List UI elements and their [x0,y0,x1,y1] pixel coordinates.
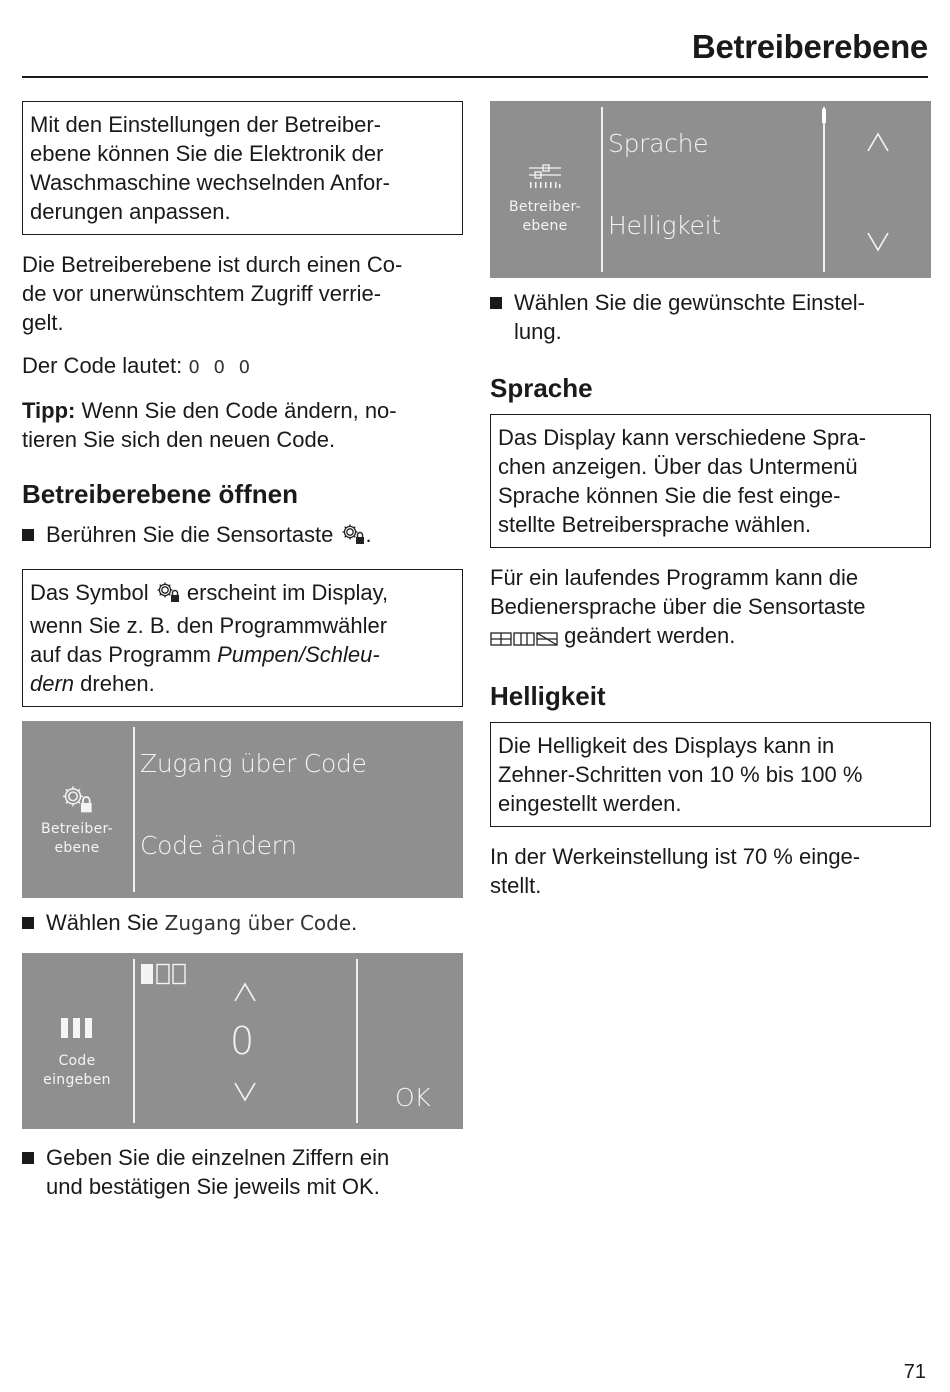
gear-lock-icon [57,783,97,820]
scrollbar-track[interactable] [823,107,825,272]
heading-brightness: Helligkeit [490,681,606,711]
heading-language: Sprache [490,373,593,403]
symbol-text: wenn Sie z. B. den Programmwähler [30,613,388,638]
bullet-text: Wählen Sie die gewünschte Einstel- [514,290,865,315]
language-box [490,414,931,548]
display-icon-label [41,820,113,858]
bullet-text: Wählen Sie [46,910,165,935]
icon-label-line: Betreiber- [40,821,114,837]
icon-label-line: ebene [54,840,100,856]
bullet-text: Geben Sie die einzelnen Ziffern ein [46,1145,390,1170]
brightness-line: Zehner-Schritten von 10 % bis 100 % [498,762,863,787]
language-line: Das Display kann verschiedene Spra- [498,425,867,450]
tip-label: Tipp: [22,398,76,423]
code-value: 0 0 0 [188,357,255,378]
code-digit: 0 [230,1019,255,1063]
gear-lock-icon [340,522,366,553]
icon-label-line: ebene [522,218,568,234]
code-label: Der Code lautet: [22,353,183,378]
chevron-down-icon[interactable] [866,231,890,258]
tip-text: tieren Sie sich den neuen Code. [22,427,336,452]
lock-line: de vor unerwünschtem Zugriff verrie- [22,281,382,306]
lock-line: Die Betreiberebene ist durch einen Co- [22,252,403,277]
display-divider [356,959,358,1123]
intro-box [22,101,463,235]
language-line: chen anzeigen. Über das Untermenü [498,454,858,479]
chevron-down-icon[interactable] [233,1081,257,1108]
bullet-digits [22,1143,463,1201]
tip-paragraph [22,396,463,454]
bullet-select [22,908,463,938]
menu-item-language[interactable]: Sprache [608,129,709,158]
factory-line: stellt. [490,873,542,898]
page-header-title: Betreiberebene [691,28,928,65]
display-icon-label [509,198,581,236]
gear-lock-icon [155,580,181,611]
right-column [490,101,931,900]
bullet-square-icon [22,529,34,541]
language-line: Sprache können Sie die fest einge- [498,483,841,508]
lock-line: gelt. [22,310,64,335]
bullet-text: und bestätigen Sie jeweils mit OK. [46,1174,380,1199]
intro-line: Waschmaschine wechselnden Anfor- [30,170,390,195]
symbol-box [22,569,463,707]
bullet-square-icon [22,1152,34,1164]
tip-text: Wenn Sie den Code ändern, no- [75,398,397,423]
lock-paragraph [22,250,463,337]
left-column [22,101,463,1201]
bullet-text: . [365,522,372,547]
menu-item-brightness[interactable]: Helligkeit [608,211,721,240]
symbol-text: auf das Programm [30,642,218,667]
chevron-up-icon[interactable] [233,981,257,1008]
icon-label-line: Betreiber- [508,199,582,215]
code-paragraph [22,351,463,382]
page-number: 71 [903,1361,926,1383]
language-flags-icon [490,625,558,654]
heading-open: Betreiberebene öffnen [22,479,298,509]
bullet-text: lung. [514,319,562,344]
brightness-line: Die Helligkeit des Displays kann in [498,733,835,758]
language-line: stellte Betreibersprache wählen. [498,512,812,537]
display-divider [133,959,135,1123]
bullet-text: . [351,910,358,935]
menu-item-change-code[interactable]: Code ändern [140,831,297,860]
chevron-up-icon[interactable] [866,131,890,158]
bullet-square-icon [22,917,34,929]
display-term: Zugang über Code [164,911,352,935]
display-icon-area [490,101,600,278]
settings-sliders-icon [526,161,564,194]
header-rule [22,76,928,78]
display-screen-settings [490,101,931,278]
display-divider [601,107,603,272]
brightness-box [490,722,931,827]
brightness-line: eingestellt werden. [498,791,682,816]
display-icon-area [22,721,132,898]
bullet-square-icon [490,297,502,309]
factory-paragraph [490,842,931,900]
intro-line: ebene können Sie die Elektronik der [30,141,384,166]
program-name: Pumpen/Schleu- [217,642,380,667]
program-line: Für ein laufendes Programm kann die [490,565,859,590]
factory-line: In der Werkeinstellung ist 70 % einge- [490,844,861,869]
program-name: dern [30,671,75,696]
intro-line: derungen anpassen. [30,199,231,224]
icon-label-line: eingeben [43,1071,111,1088]
bullet-setting [490,288,931,346]
bullet-text: Berühren Sie die Sensortaste [46,522,334,547]
scrollbar-thumb[interactable] [822,109,826,123]
symbol-text: Das Symbol [30,580,149,605]
intro-line: Mit den Einstellungen der Betreiber- [30,112,381,137]
display-screen-menu [22,721,463,898]
program-line: Bedienersprache über die Sensortaste [490,594,866,619]
digit-position-icon [140,963,188,990]
program-line: geändert werden. [558,623,736,648]
display-screen-code [22,953,463,1129]
program-paragraph [490,563,931,654]
display-icon-area [22,953,132,1129]
code-bars-icon [59,1017,95,1044]
display-icon-label [43,1052,111,1090]
bullet-touch [22,520,463,553]
symbol-text: drehen. [74,671,155,696]
display-divider [133,727,135,892]
icon-label-line: Code [58,1052,96,1069]
ok-button[interactable]: OK [395,1083,431,1112]
menu-item-access-code[interactable]: Zugang über Code [140,749,367,778]
symbol-text: erscheint im Display, [180,580,389,605]
